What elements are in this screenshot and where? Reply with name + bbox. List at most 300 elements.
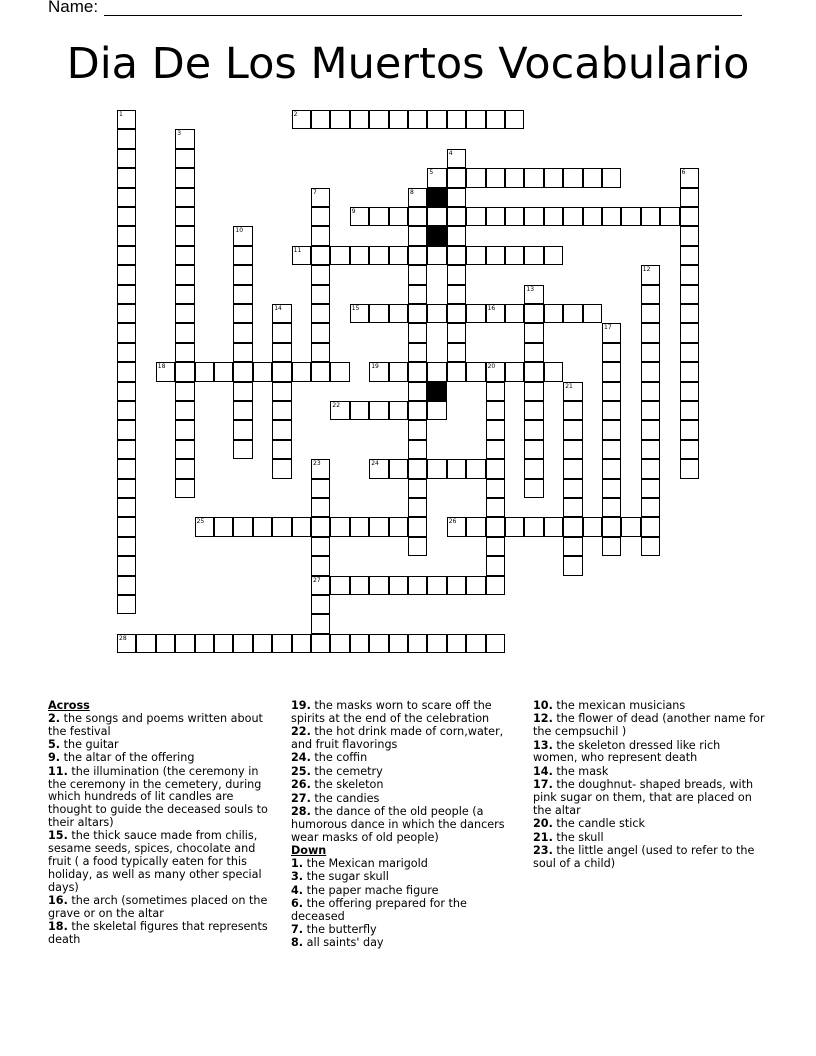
grid-cell[interactable] bbox=[505, 304, 524, 323]
grid-cell[interactable] bbox=[447, 285, 466, 304]
grid-cell[interactable] bbox=[369, 110, 388, 129]
grid-cell[interactable] bbox=[233, 420, 252, 439]
grid-cell[interactable] bbox=[195, 634, 214, 653]
grid-cell[interactable] bbox=[175, 207, 194, 226]
grid-cell[interactable] bbox=[427, 459, 446, 478]
grid-cell[interactable] bbox=[408, 498, 427, 517]
grid-cell[interactable] bbox=[680, 246, 699, 265]
grid-cell[interactable] bbox=[641, 362, 660, 381]
grid-cell[interactable] bbox=[311, 226, 330, 245]
grid-cell[interactable] bbox=[311, 362, 330, 381]
grid-cell[interactable] bbox=[311, 595, 330, 614]
grid-cell[interactable] bbox=[563, 556, 582, 575]
grid-cell[interactable] bbox=[408, 304, 427, 323]
grid-cell[interactable] bbox=[311, 634, 330, 653]
grid-cell[interactable] bbox=[583, 304, 602, 323]
grid-cell[interactable] bbox=[175, 382, 194, 401]
grid-cell[interactable] bbox=[330, 401, 349, 420]
grid-cell[interactable] bbox=[524, 168, 543, 187]
grid-cell[interactable] bbox=[330, 246, 349, 265]
grid-cell[interactable] bbox=[233, 246, 252, 265]
grid-cell[interactable] bbox=[524, 285, 543, 304]
grid-cell[interactable] bbox=[117, 595, 136, 614]
grid-cell[interactable] bbox=[311, 207, 330, 226]
grid-cell[interactable] bbox=[233, 285, 252, 304]
grid-cell[interactable] bbox=[408, 323, 427, 342]
grid-cell[interactable] bbox=[272, 343, 291, 362]
grid-cell[interactable] bbox=[466, 110, 485, 129]
grid-cell[interactable] bbox=[117, 110, 136, 129]
grid-cell[interactable] bbox=[117, 440, 136, 459]
grid-cell[interactable] bbox=[408, 634, 427, 653]
grid-cell[interactable] bbox=[641, 382, 660, 401]
grid-cell[interactable] bbox=[563, 498, 582, 517]
grid-cell[interactable] bbox=[350, 304, 369, 323]
grid-cell[interactable] bbox=[563, 420, 582, 439]
grid-cell[interactable] bbox=[253, 362, 272, 381]
grid-cell[interactable] bbox=[175, 188, 194, 207]
grid-cell[interactable] bbox=[563, 304, 582, 323]
grid-cell[interactable] bbox=[505, 110, 524, 129]
grid-cell[interactable] bbox=[408, 110, 427, 129]
grid-cell[interactable] bbox=[447, 323, 466, 342]
grid-cell[interactable] bbox=[466, 634, 485, 653]
grid-cell[interactable] bbox=[505, 517, 524, 536]
grid-cell[interactable] bbox=[486, 382, 505, 401]
grid-cell[interactable] bbox=[505, 168, 524, 187]
grid-cell[interactable] bbox=[427, 246, 446, 265]
grid-cell[interactable] bbox=[427, 304, 446, 323]
grid-cell[interactable] bbox=[602, 479, 621, 498]
grid-cell[interactable] bbox=[408, 226, 427, 245]
grid-cell[interactable] bbox=[117, 265, 136, 284]
grid-cell[interactable] bbox=[641, 207, 660, 226]
grid-cell[interactable] bbox=[311, 323, 330, 342]
grid-cell[interactable] bbox=[408, 537, 427, 556]
grid-cell[interactable] bbox=[389, 362, 408, 381]
grid-cell[interactable] bbox=[583, 207, 602, 226]
grid-cell[interactable] bbox=[641, 459, 660, 478]
grid-cell[interactable] bbox=[350, 207, 369, 226]
grid-cell[interactable] bbox=[117, 420, 136, 439]
grid-cell[interactable] bbox=[311, 556, 330, 575]
grid-cell[interactable] bbox=[602, 207, 621, 226]
grid-cell[interactable] bbox=[544, 168, 563, 187]
grid-cell[interactable] bbox=[369, 401, 388, 420]
grid-cell[interactable] bbox=[447, 459, 466, 478]
grid-cell[interactable] bbox=[544, 517, 563, 536]
grid-cell[interactable] bbox=[621, 517, 640, 536]
grid-cell[interactable] bbox=[466, 246, 485, 265]
grid-cell[interactable] bbox=[544, 207, 563, 226]
grid-cell[interactable] bbox=[175, 226, 194, 245]
grid-cell[interactable] bbox=[408, 479, 427, 498]
grid-cell[interactable] bbox=[447, 362, 466, 381]
grid-cell[interactable] bbox=[175, 149, 194, 168]
grid-cell[interactable] bbox=[602, 362, 621, 381]
grid-cell[interactable] bbox=[330, 362, 349, 381]
grid-cell[interactable] bbox=[486, 556, 505, 575]
grid-cell[interactable] bbox=[330, 576, 349, 595]
grid-cell[interactable] bbox=[563, 207, 582, 226]
grid-cell[interactable] bbox=[117, 401, 136, 420]
grid-cell[interactable] bbox=[408, 382, 427, 401]
grid-cell[interactable] bbox=[524, 246, 543, 265]
grid-cell[interactable] bbox=[195, 362, 214, 381]
grid-cell[interactable] bbox=[486, 440, 505, 459]
grid-cell[interactable] bbox=[680, 459, 699, 478]
grid-cell[interactable] bbox=[524, 323, 543, 342]
grid-cell[interactable] bbox=[311, 498, 330, 517]
grid-cell[interactable] bbox=[602, 498, 621, 517]
grid-cell[interactable] bbox=[408, 517, 427, 536]
grid-cell[interactable] bbox=[350, 246, 369, 265]
grid-cell[interactable] bbox=[272, 517, 291, 536]
grid-cell[interactable] bbox=[408, 401, 427, 420]
grid-cell[interactable] bbox=[486, 576, 505, 595]
grid-cell[interactable] bbox=[253, 517, 272, 536]
grid-cell[interactable] bbox=[175, 634, 194, 653]
grid-cell[interactable] bbox=[524, 382, 543, 401]
grid-cell[interactable] bbox=[175, 168, 194, 187]
grid-cell[interactable] bbox=[272, 440, 291, 459]
grid-cell[interactable] bbox=[486, 362, 505, 381]
grid-cell[interactable] bbox=[233, 362, 252, 381]
grid-cell[interactable] bbox=[602, 323, 621, 342]
grid-cell[interactable] bbox=[505, 246, 524, 265]
grid-cell[interactable] bbox=[602, 440, 621, 459]
grid-cell[interactable] bbox=[389, 401, 408, 420]
grid-cell[interactable] bbox=[427, 401, 446, 420]
grid-cell[interactable] bbox=[466, 459, 485, 478]
grid-cell[interactable] bbox=[253, 634, 272, 653]
grid-cell[interactable] bbox=[311, 459, 330, 478]
grid-cell[interactable] bbox=[311, 188, 330, 207]
grid-cell[interactable] bbox=[350, 634, 369, 653]
grid-cell[interactable] bbox=[389, 110, 408, 129]
grid-cell[interactable] bbox=[486, 110, 505, 129]
grid-cell[interactable] bbox=[272, 362, 291, 381]
grid-cell[interactable] bbox=[524, 304, 543, 323]
grid-cell[interactable] bbox=[602, 401, 621, 420]
grid-cell[interactable] bbox=[602, 537, 621, 556]
grid-cell[interactable] bbox=[408, 362, 427, 381]
grid-cell[interactable] bbox=[680, 382, 699, 401]
grid-cell[interactable] bbox=[602, 343, 621, 362]
grid-cell[interactable] bbox=[447, 110, 466, 129]
grid-cell[interactable] bbox=[272, 382, 291, 401]
grid-cell[interactable] bbox=[466, 207, 485, 226]
grid-cell[interactable] bbox=[369, 246, 388, 265]
grid-cell[interactable] bbox=[292, 362, 311, 381]
grid-cell[interactable] bbox=[369, 634, 388, 653]
grid-cell[interactable] bbox=[214, 634, 233, 653]
grid-cell[interactable] bbox=[117, 362, 136, 381]
grid-cell[interactable] bbox=[175, 323, 194, 342]
grid-cell[interactable] bbox=[311, 246, 330, 265]
grid-cell[interactable] bbox=[524, 207, 543, 226]
grid-cell[interactable] bbox=[680, 440, 699, 459]
grid-cell[interactable] bbox=[408, 246, 427, 265]
grid-cell[interactable] bbox=[524, 440, 543, 459]
grid-cell[interactable] bbox=[233, 382, 252, 401]
grid-cell[interactable] bbox=[175, 479, 194, 498]
grid-cell[interactable] bbox=[408, 420, 427, 439]
grid-cell[interactable] bbox=[408, 459, 427, 478]
grid-cell[interactable] bbox=[486, 459, 505, 478]
grid-cell[interactable] bbox=[680, 343, 699, 362]
grid-cell[interactable] bbox=[680, 168, 699, 187]
grid-cell[interactable] bbox=[350, 517, 369, 536]
grid-cell[interactable] bbox=[389, 207, 408, 226]
grid-cell[interactable] bbox=[641, 401, 660, 420]
grid-cell[interactable] bbox=[447, 168, 466, 187]
grid-cell[interactable] bbox=[486, 498, 505, 517]
grid-cell[interactable] bbox=[292, 517, 311, 536]
grid-cell[interactable] bbox=[311, 576, 330, 595]
grid-cell[interactable] bbox=[466, 168, 485, 187]
grid-cell[interactable] bbox=[214, 517, 233, 536]
grid-cell[interactable] bbox=[389, 576, 408, 595]
grid-cell[interactable] bbox=[602, 420, 621, 439]
grid-cell[interactable] bbox=[486, 537, 505, 556]
grid-cell[interactable] bbox=[272, 323, 291, 342]
grid-cell[interactable] bbox=[641, 479, 660, 498]
grid-cell[interactable] bbox=[641, 265, 660, 284]
grid-cell[interactable] bbox=[427, 110, 446, 129]
grid-cell[interactable] bbox=[680, 323, 699, 342]
grid-cell[interactable] bbox=[330, 517, 349, 536]
grid-cell[interactable] bbox=[447, 226, 466, 245]
grid-cell[interactable] bbox=[117, 382, 136, 401]
grid-cell[interactable] bbox=[524, 401, 543, 420]
grid-cell[interactable] bbox=[272, 459, 291, 478]
grid-cell[interactable] bbox=[680, 420, 699, 439]
grid-cell[interactable] bbox=[272, 634, 291, 653]
grid-cell[interactable] bbox=[369, 459, 388, 478]
grid-cell[interactable] bbox=[641, 285, 660, 304]
grid-cell[interactable] bbox=[427, 362, 446, 381]
grid-cell[interactable] bbox=[563, 479, 582, 498]
grid-cell[interactable] bbox=[292, 246, 311, 265]
grid-cell[interactable] bbox=[641, 323, 660, 342]
grid-cell[interactable] bbox=[292, 634, 311, 653]
grid-cell[interactable] bbox=[486, 479, 505, 498]
grid-cell[interactable] bbox=[641, 498, 660, 517]
grid-cell[interactable] bbox=[117, 343, 136, 362]
grid-cell[interactable] bbox=[486, 304, 505, 323]
grid-cell[interactable] bbox=[641, 304, 660, 323]
grid-cell[interactable] bbox=[408, 440, 427, 459]
grid-cell[interactable] bbox=[486, 634, 505, 653]
grid-cell[interactable] bbox=[311, 265, 330, 284]
grid-cell[interactable] bbox=[563, 401, 582, 420]
grid-cell[interactable] bbox=[369, 576, 388, 595]
grid-cell[interactable] bbox=[563, 537, 582, 556]
grid-cell[interactable] bbox=[311, 343, 330, 362]
grid-cell[interactable] bbox=[641, 343, 660, 362]
grid-cell[interactable] bbox=[544, 362, 563, 381]
grid-cell[interactable] bbox=[680, 304, 699, 323]
grid-cell[interactable] bbox=[447, 343, 466, 362]
grid-cell[interactable] bbox=[447, 304, 466, 323]
grid-cell[interactable] bbox=[311, 479, 330, 498]
grid-cell[interactable] bbox=[680, 285, 699, 304]
grid-cell[interactable] bbox=[117, 459, 136, 478]
grid-cell[interactable] bbox=[427, 634, 446, 653]
grid-cell[interactable] bbox=[233, 634, 252, 653]
grid-cell[interactable] bbox=[680, 401, 699, 420]
grid-cell[interactable] bbox=[427, 576, 446, 595]
grid-cell[interactable] bbox=[175, 440, 194, 459]
grid-cell[interactable] bbox=[233, 517, 252, 536]
grid-cell[interactable] bbox=[466, 362, 485, 381]
grid-cell[interactable] bbox=[408, 285, 427, 304]
grid-cell[interactable] bbox=[544, 304, 563, 323]
grid-cell[interactable] bbox=[524, 362, 543, 381]
grid-cell[interactable] bbox=[175, 401, 194, 420]
grid-cell[interactable] bbox=[195, 517, 214, 536]
grid-cell[interactable] bbox=[602, 168, 621, 187]
grid-cell[interactable] bbox=[233, 226, 252, 245]
grid-cell[interactable] bbox=[369, 362, 388, 381]
grid-cell[interactable] bbox=[466, 517, 485, 536]
grid-cell[interactable] bbox=[175, 343, 194, 362]
grid-cell[interactable] bbox=[389, 459, 408, 478]
grid-cell[interactable] bbox=[233, 401, 252, 420]
grid-cell[interactable] bbox=[466, 576, 485, 595]
grid-cell[interactable] bbox=[272, 420, 291, 439]
grid-cell[interactable] bbox=[447, 149, 466, 168]
grid-cell[interactable] bbox=[524, 479, 543, 498]
grid-cell[interactable] bbox=[175, 420, 194, 439]
grid-cell[interactable] bbox=[563, 440, 582, 459]
grid-cell[interactable] bbox=[233, 304, 252, 323]
grid-cell[interactable] bbox=[175, 304, 194, 323]
grid-cell[interactable] bbox=[466, 304, 485, 323]
grid-cell[interactable] bbox=[389, 517, 408, 536]
grid-cell[interactable] bbox=[486, 517, 505, 536]
grid-cell[interactable] bbox=[233, 440, 252, 459]
grid-cell[interactable] bbox=[175, 362, 194, 381]
grid-cell[interactable] bbox=[117, 207, 136, 226]
grid-cell[interactable] bbox=[447, 246, 466, 265]
grid-cell[interactable] bbox=[117, 188, 136, 207]
grid-cell[interactable] bbox=[583, 517, 602, 536]
grid-cell[interactable] bbox=[233, 323, 252, 342]
grid-cell[interactable] bbox=[117, 576, 136, 595]
grid-cell[interactable] bbox=[389, 634, 408, 653]
grid-cell[interactable] bbox=[369, 207, 388, 226]
grid-cell[interactable] bbox=[680, 362, 699, 381]
grid-cell[interactable] bbox=[136, 634, 155, 653]
grid-cell[interactable] bbox=[272, 304, 291, 323]
grid-cell[interactable] bbox=[641, 517, 660, 536]
grid-cell[interactable] bbox=[233, 343, 252, 362]
grid-cell[interactable] bbox=[563, 168, 582, 187]
grid-cell[interactable] bbox=[680, 226, 699, 245]
grid-cell[interactable] bbox=[292, 110, 311, 129]
grid-cell[interactable] bbox=[117, 226, 136, 245]
grid-cell[interactable] bbox=[486, 420, 505, 439]
grid-cell[interactable] bbox=[447, 576, 466, 595]
grid-cell[interactable] bbox=[486, 168, 505, 187]
grid-cell[interactable] bbox=[311, 110, 330, 129]
grid-cell[interactable] bbox=[117, 634, 136, 653]
grid-cell[interactable] bbox=[505, 207, 524, 226]
grid-cell[interactable] bbox=[214, 362, 233, 381]
grid-cell[interactable] bbox=[117, 517, 136, 536]
grid-cell[interactable] bbox=[311, 304, 330, 323]
grid-cell[interactable] bbox=[621, 207, 640, 226]
grid-cell[interactable] bbox=[505, 362, 524, 381]
grid-cell[interactable] bbox=[602, 382, 621, 401]
grid-cell[interactable] bbox=[389, 304, 408, 323]
grid-cell[interactable] bbox=[408, 265, 427, 284]
grid-cell[interactable] bbox=[117, 304, 136, 323]
grid-cell[interactable] bbox=[408, 188, 427, 207]
grid-cell[interactable] bbox=[311, 614, 330, 633]
grid-cell[interactable] bbox=[311, 537, 330, 556]
grid-cell[interactable] bbox=[117, 168, 136, 187]
grid-cell[interactable] bbox=[330, 634, 349, 653]
grid-cell[interactable] bbox=[117, 537, 136, 556]
grid-cell[interactable] bbox=[389, 246, 408, 265]
grid-cell[interactable] bbox=[117, 246, 136, 265]
grid-cell[interactable] bbox=[272, 401, 291, 420]
grid-cell[interactable] bbox=[117, 498, 136, 517]
grid-cell[interactable] bbox=[311, 517, 330, 536]
grid-cell[interactable] bbox=[408, 207, 427, 226]
grid-cell[interactable] bbox=[350, 401, 369, 420]
grid-cell[interactable] bbox=[641, 440, 660, 459]
grid-cell[interactable] bbox=[486, 246, 505, 265]
grid-cell[interactable] bbox=[175, 285, 194, 304]
grid-cell[interactable] bbox=[447, 207, 466, 226]
grid-cell[interactable] bbox=[175, 246, 194, 265]
grid-cell[interactable] bbox=[117, 556, 136, 575]
grid-cell[interactable] bbox=[447, 265, 466, 284]
grid-cell[interactable] bbox=[350, 110, 369, 129]
grid-cell[interactable] bbox=[369, 304, 388, 323]
grid-cell[interactable] bbox=[563, 459, 582, 478]
grid-cell[interactable] bbox=[117, 479, 136, 498]
grid-cell[interactable] bbox=[447, 517, 466, 536]
grid-cell[interactable] bbox=[447, 188, 466, 207]
grid-cell[interactable] bbox=[330, 110, 349, 129]
grid-cell[interactable] bbox=[524, 459, 543, 478]
grid-cell[interactable] bbox=[524, 517, 543, 536]
grid-cell[interactable] bbox=[156, 362, 175, 381]
grid-cell[interactable] bbox=[563, 382, 582, 401]
grid-cell[interactable] bbox=[486, 207, 505, 226]
grid-cell[interactable] bbox=[447, 634, 466, 653]
grid-cell[interactable] bbox=[369, 517, 388, 536]
grid-cell[interactable] bbox=[117, 129, 136, 148]
grid-cell[interactable] bbox=[680, 207, 699, 226]
grid-cell[interactable] bbox=[175, 129, 194, 148]
grid-cell[interactable] bbox=[602, 459, 621, 478]
grid-cell[interactable] bbox=[408, 576, 427, 595]
grid-cell[interactable] bbox=[583, 168, 602, 187]
grid-cell[interactable] bbox=[350, 576, 369, 595]
grid-cell[interactable] bbox=[427, 168, 446, 187]
grid-cell[interactable] bbox=[408, 343, 427, 362]
grid-cell[interactable] bbox=[524, 420, 543, 439]
grid-cell[interactable] bbox=[524, 343, 543, 362]
grid-cell[interactable] bbox=[175, 265, 194, 284]
grid-cell[interactable] bbox=[563, 517, 582, 536]
